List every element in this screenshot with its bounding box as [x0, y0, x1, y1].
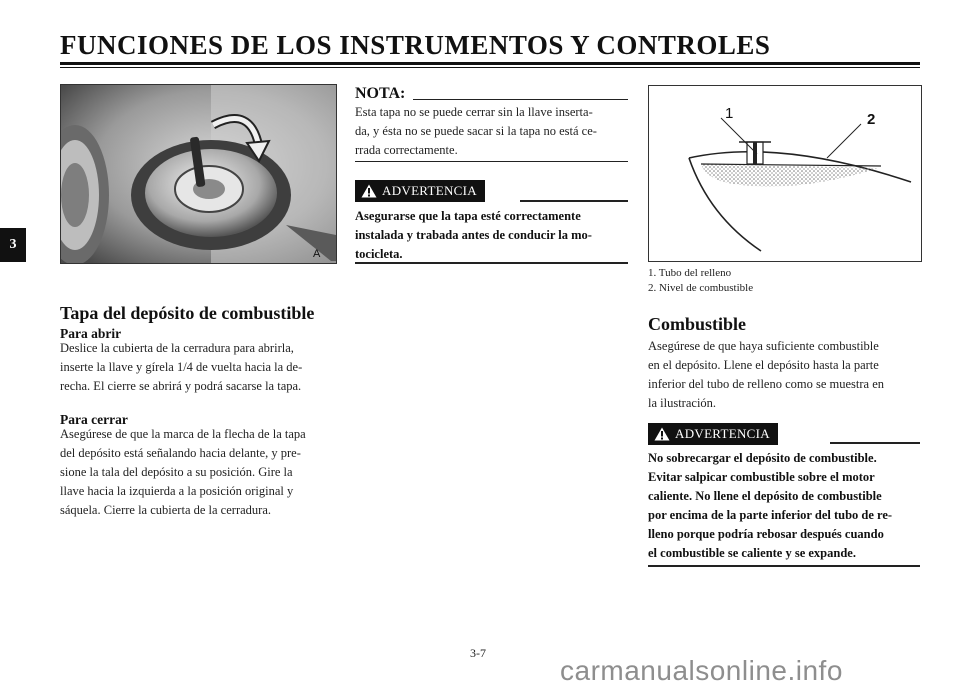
- page-number: 3-7: [470, 646, 486, 660]
- warning-triangle-icon: [654, 427, 670, 441]
- open-heading: Para abrir: [60, 326, 122, 341]
- warning-line: por encima de la parte inferior del tubo de re-: [648, 508, 893, 522]
- warning-end-rule-2: [648, 565, 920, 567]
- close-line: Asegúrese de que la marca de la flecha de la tapa: [60, 427, 306, 441]
- open-line: recha. El cierre se abrirá y podrá sacarse la tapa.: [60, 379, 302, 393]
- warning-label: ADVERTENCIA: [382, 183, 477, 198]
- fuel-line: la ilustración.: [648, 396, 717, 410]
- close-line: sáquela. Cierre la cubierta de la cerradura.: [60, 503, 271, 517]
- warning-line: instalada y trabada antes de conducir la mo-: [355, 228, 592, 242]
- fuel-tank-cross-section: [649, 86, 921, 261]
- nota-rule: [413, 99, 628, 100]
- fuel-cap-photo: [60, 84, 337, 264]
- warning-text-2: [648, 449, 892, 563]
- nota-line: da, y ésta no se puede sacar si la tapa no está ce-: [355, 124, 597, 138]
- photo-corner-mark: A: [313, 248, 321, 260]
- site-watermark: carmanualsonline.info: [560, 655, 843, 686]
- warning-text: [355, 207, 592, 264]
- nota-line: Esta tapa no se puede cerrar sin la llave inserta-: [355, 105, 593, 119]
- header-rule-thin: [60, 67, 920, 68]
- close-line: sione la tala del depósito a su posición. Gire la: [60, 465, 293, 479]
- warning-badge: [355, 180, 485, 202]
- fuel-cap-title: Tapa del depósito de combustible: [60, 303, 315, 323]
- fuel-level-diagram: [648, 85, 922, 262]
- nota-line: rrada correctamente.: [355, 143, 458, 157]
- close-instructions: [60, 425, 306, 520]
- open-line: inserte la llave y gírela 1/4 de vuelta hacia la de-: [60, 360, 303, 374]
- fuel-line: Asegúrese de que haya suficiente combustible: [648, 339, 879, 353]
- warning-rule: [520, 200, 628, 202]
- warning-line: Asegurarse que la tapa esté correctamente: [355, 209, 581, 223]
- close-line: del depósito está señalando hacia delante, y pre-: [60, 446, 301, 460]
- header-rule: [60, 62, 920, 65]
- fuel-line: inferior del tubo de relleno como se muestra en: [648, 377, 885, 391]
- fuel-cap-photo-illustration: [61, 85, 336, 263]
- close-line: llave hacia la izquierda a la posición original y: [60, 484, 294, 498]
- fuel-title: Combustible: [648, 314, 747, 334]
- warning-line: Evitar salpicar combustible sobre el motor: [648, 470, 875, 484]
- warning-line: No sobrecargar el depósito de combustible.: [648, 451, 877, 465]
- fuel-line: en el depósito. Llene el depósito hasta la parte: [648, 358, 879, 372]
- fuel-text: [648, 337, 884, 413]
- warning-triangle-icon: [361, 184, 377, 198]
- callout-2: 2: [867, 111, 876, 128]
- warning-line: caliente. No llene el depósito de combustible: [648, 489, 882, 503]
- warning-line: el combustible se caliente y se expande.: [648, 546, 856, 560]
- callout-1: 1: [725, 105, 734, 122]
- warning-line: lleno porque podría rebosar después cuando: [648, 527, 884, 541]
- warning-line: tocicleta.: [355, 247, 403, 261]
- nota-label: NOTA:: [355, 85, 406, 102]
- warning-end-rule: [355, 262, 628, 264]
- open-instructions: [60, 339, 302, 396]
- chapter-tab: 3: [0, 228, 26, 262]
- close-heading: Para cerrar: [60, 412, 128, 427]
- nota-text: [355, 103, 597, 160]
- diagram-caption-1: 1. Tubo del relleno: [648, 267, 732, 279]
- open-line: Deslice la cubierta de la cerradura para abrirla,: [60, 341, 294, 355]
- diagram-caption-2: 2. Nivel de combustible: [648, 282, 754, 294]
- warning-rule-2: [830, 442, 920, 444]
- warning-label-2: ADVERTENCIA: [675, 426, 770, 441]
- page-header-title: FUNCIONES DE LOS INSTRUMENTOS Y CONTROLES: [60, 30, 771, 60]
- nota-end-rule: [355, 161, 628, 162]
- warning-badge-2: [648, 423, 778, 445]
